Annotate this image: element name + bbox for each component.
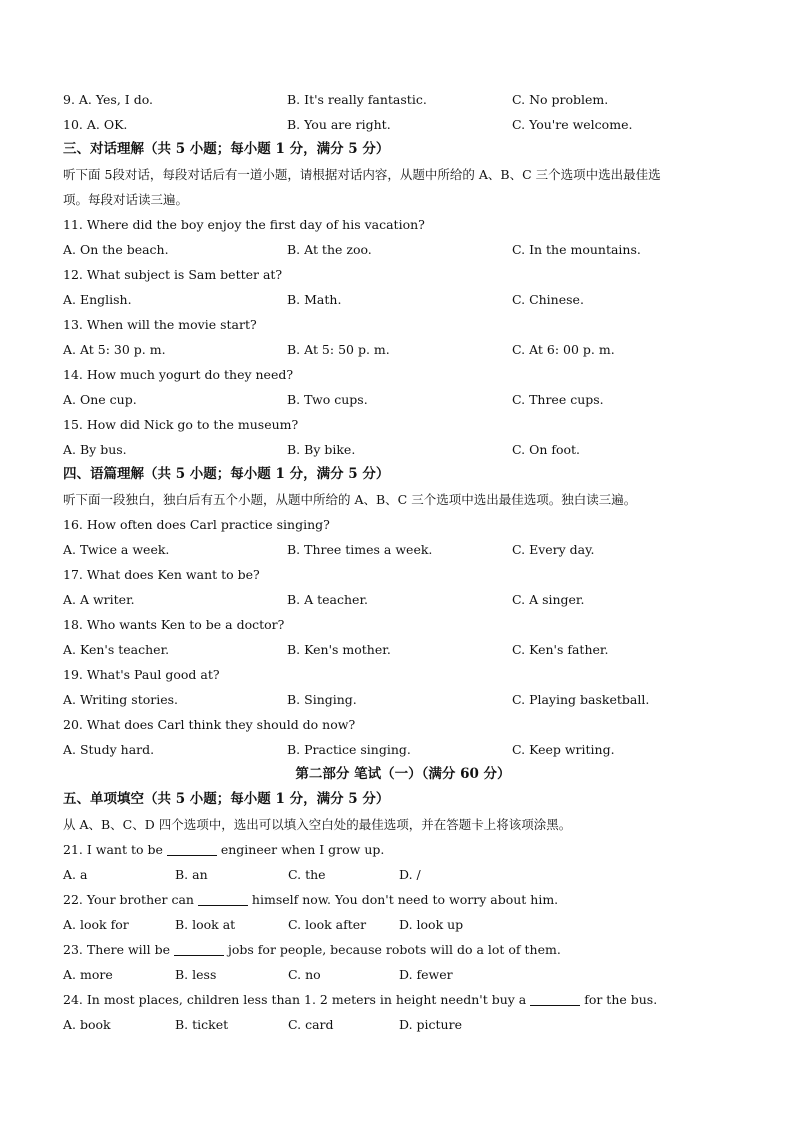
option-a: A. At 5: 30 p. m. — [63, 342, 166, 357]
question-text-cont: for the bus. — [580, 992, 658, 1007]
options-row-q17 — [63, 587, 743, 612]
option-c: C. At 6: 00 p. m. — [512, 342, 615, 357]
option-a: A. By bus. — [63, 442, 127, 457]
option-c: C. no — [288, 967, 321, 982]
option-a: A. One cup. — [63, 392, 137, 407]
option-c: C. Playing basketball. — [512, 692, 650, 707]
option-a: A. Writing stories. — [63, 692, 179, 707]
option-a: A. On the beach. — [63, 242, 169, 257]
question-23 — [63, 937, 743, 962]
options-row-q10 — [63, 112, 743, 137]
answer-blank — [530, 991, 580, 1006]
option-c: C. On foot. — [512, 442, 581, 457]
option-a: A. A writer. — [63, 592, 135, 607]
option-c: C. card — [288, 1017, 334, 1032]
option-c: C. A singer. — [512, 592, 585, 607]
option-d: D. picture — [399, 1017, 462, 1032]
option-b: B. You are right. — [287, 117, 391, 132]
option-a: A. Twice a week. — [63, 542, 170, 557]
option-b: B. look at — [175, 917, 236, 932]
option-a: A. Study hard. — [63, 742, 155, 757]
question-11: 11. Where did the boy enjoy the first day of his vacation? — [63, 217, 425, 232]
answer-blank — [198, 891, 248, 906]
question-21 — [63, 837, 743, 862]
option-b: B. At the zoo. — [287, 242, 372, 257]
option-c: C. Chinese. — [512, 292, 584, 307]
answer-blank — [167, 841, 217, 856]
option-a: A. look for — [63, 917, 129, 932]
options-row-q12 — [63, 287, 743, 312]
option-a: 10. A. OK. — [63, 117, 128, 132]
question-16: 16. How often does Carl practice singing? — [63, 517, 330, 532]
options-row-q18 — [63, 637, 743, 662]
question-text: 24. In most places, children less than 1. 2 meters in height needn't buy a — [63, 992, 531, 1007]
options-row-q9 — [63, 87, 743, 112]
exam-page — [63, 87, 743, 1037]
option-c: C. look after — [288, 917, 367, 932]
options-row-q14 — [63, 387, 743, 412]
option-a: A. English. — [63, 292, 132, 307]
option-d: D. / — [399, 867, 421, 882]
option-a: A. more — [63, 967, 113, 982]
section-heading-5: 五、单项填空（共 5 小题；每小题 1 分，满分 5 分） — [63, 791, 390, 807]
options-row-q19 — [63, 687, 743, 712]
option-a: 9. A. Yes, I do. — [63, 92, 153, 107]
section-instruction-cont: 项。每段对话读三遍。 — [63, 192, 189, 207]
option-c: C. You're welcome. — [512, 117, 633, 132]
question-19: 19. What's Paul good at? — [63, 667, 220, 682]
options-row-q16 — [63, 537, 743, 562]
option-a: A. book — [63, 1017, 111, 1032]
option-c: C. No problem. — [512, 92, 609, 107]
section-instruction: 听下面 5段对话，每段对话后有一道小题，请根据对话内容，从题中所给的 A、B、C 三个选项中选出最佳选 — [63, 167, 661, 182]
option-b: B. Ken's mother. — [287, 642, 391, 657]
option-a: A. Ken's teacher. — [63, 642, 170, 657]
question-14: 14. How much yogurt do they need? — [63, 367, 294, 382]
option-c: C. Ken's father. — [512, 642, 609, 657]
option-b: B. an — [175, 867, 208, 882]
option-d: D. look up — [399, 917, 464, 932]
option-b: B. By bike. — [287, 442, 356, 457]
option-b: B. Singing. — [287, 692, 357, 707]
part-title: 第二部分 笔试（一）（满分 60 分） — [295, 766, 511, 782]
option-c: C. In the mountains. — [512, 242, 641, 257]
question-text-cont: himself now. You don't need to worry about him. — [247, 892, 559, 907]
question-15: 15. How did Nick go to the museum? — [63, 417, 299, 432]
options-row-q13 — [63, 337, 743, 362]
option-c: C. Every day. — [512, 542, 595, 557]
question-18: 18. Who wants Ken to be a doctor? — [63, 617, 285, 632]
options-row-q20 — [63, 737, 743, 762]
question-12: 12. What subject is Sam better at? — [63, 267, 283, 282]
question-text: 23. There will be — [63, 942, 175, 957]
option-a: A. a — [63, 867, 88, 882]
options-row-q24 — [63, 1012, 743, 1037]
option-b: B. ticket — [175, 1017, 229, 1032]
options-row-q22 — [63, 912, 743, 937]
question-17: 17. What does Ken want to be? — [63, 567, 260, 582]
options-row-q11 — [63, 237, 743, 262]
option-b: B. At 5: 50 p. m. — [287, 342, 390, 357]
question-13: 13. When will the movie start? — [63, 317, 257, 332]
options-row-q21 — [63, 862, 743, 887]
question-24 — [63, 987, 743, 1012]
question-text-cont: engineer when I grow up. — [216, 842, 385, 857]
option-b: B. It's really fantastic. — [287, 92, 427, 107]
option-c: C. Keep writing. — [512, 742, 615, 757]
option-b: B. Three times a week. — [287, 542, 433, 557]
option-b: B. less — [175, 967, 217, 982]
question-text-cont: jobs for people, because robots will do a lot of them. — [224, 942, 561, 957]
question-text: 22. Your brother can — [63, 892, 198, 907]
question-22 — [63, 887, 743, 912]
option-b: B. Two cups. — [287, 392, 368, 407]
option-d: D. fewer — [399, 967, 453, 982]
options-row-q23 — [63, 962, 743, 987]
option-c: C. Three cups. — [512, 392, 604, 407]
option-b: B. Math. — [287, 292, 342, 307]
section-instruction: 听下面一段独白，独白后有五个小题，从题中所给的 A、B、C 三个选项中选出最佳选项。独白读三遍。 — [63, 492, 637, 507]
options-row-q15 — [63, 437, 743, 462]
section-heading-4: 四、语篇理解（共 5 小题；每小题 1 分，满分 5 分） — [63, 466, 390, 482]
section-heading-3: 三、对话理解（共 5 小题；每小题 1 分，满分 5 分） — [63, 141, 390, 157]
section-instruction: 从 A、B、C、D 四个选项中，选出可以填入空白处的最佳选项，并在答题卡上将该项涂黑。 — [63, 817, 572, 832]
option-b: B. A teacher. — [287, 592, 369, 607]
answer-blank — [174, 941, 224, 956]
question-text: 21. I want to be — [63, 842, 167, 857]
option-b: B. Practice singing. — [287, 742, 411, 757]
question-20: 20. What does Carl think they should do now? — [63, 717, 356, 732]
option-c: C. the — [288, 867, 326, 882]
